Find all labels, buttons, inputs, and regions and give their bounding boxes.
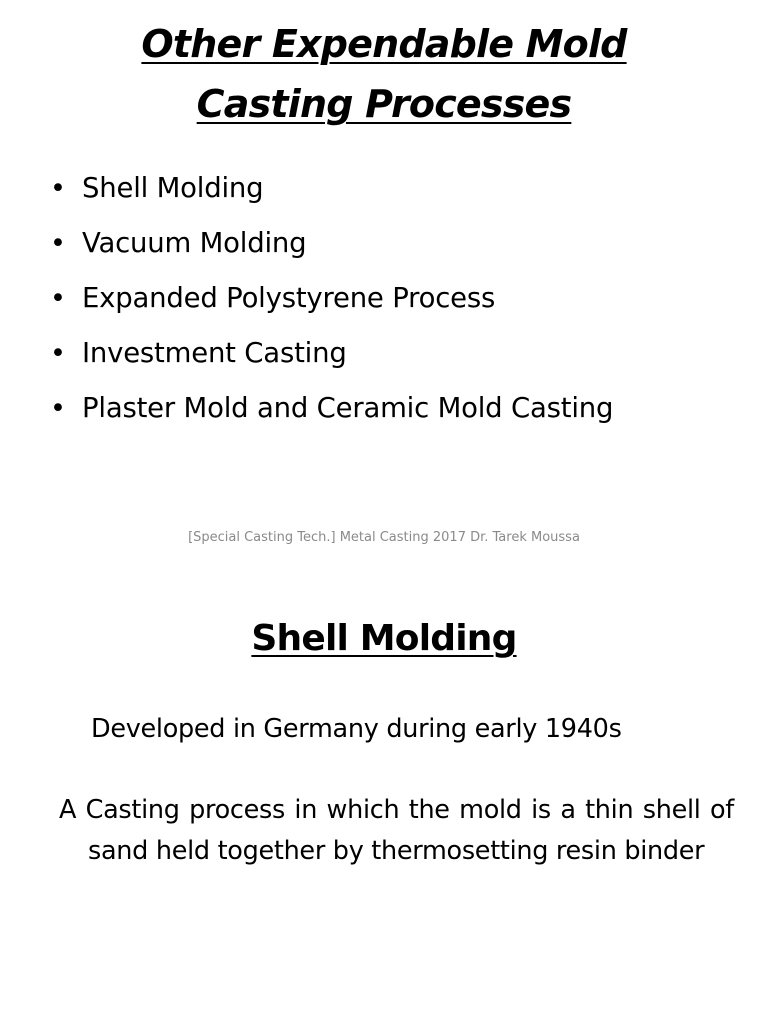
list-item <box>50 227 613 282</box>
list-item-text: Expanded Polystyrene Process <box>82 282 496 314</box>
bullet-icon: • <box>50 393 66 424</box>
bullet-icon: • <box>50 173 66 204</box>
slide-title-line-1: Other Expendable Mold <box>141 22 627 66</box>
intro-text: Developed in Germany during early 1940s <box>91 714 622 744</box>
slide-title <box>0 14 768 134</box>
bullet-icon: • <box>50 338 66 369</box>
list-item <box>50 282 613 337</box>
slide-shell-molding <box>0 560 768 1024</box>
list-item <box>50 172 613 227</box>
section-title: Shell Molding <box>251 618 517 659</box>
process-list <box>50 172 613 447</box>
list-item-text: Investment Casting <box>82 337 347 369</box>
list-item-text: Plaster Mold and Ceramic Mold Casting <box>82 392 614 424</box>
bullet-icon: • <box>50 228 66 259</box>
list-item-text: Vacuum Molding <box>82 227 307 259</box>
list-item-text: Shell Molding <box>82 172 264 204</box>
definition-text: A Casting process in which the mold is a thin shell of sand held together by thermosetting resin binder <box>59 795 734 866</box>
bullet-icon: • <box>50 283 66 314</box>
slide-footer: [Special Casting Tech.] Metal Casting 2017 Dr. Tarek Moussa <box>188 530 580 545</box>
slide-title-line-2: Casting Processes <box>196 82 572 126</box>
list-item <box>50 392 613 447</box>
list-item <box>50 337 613 392</box>
